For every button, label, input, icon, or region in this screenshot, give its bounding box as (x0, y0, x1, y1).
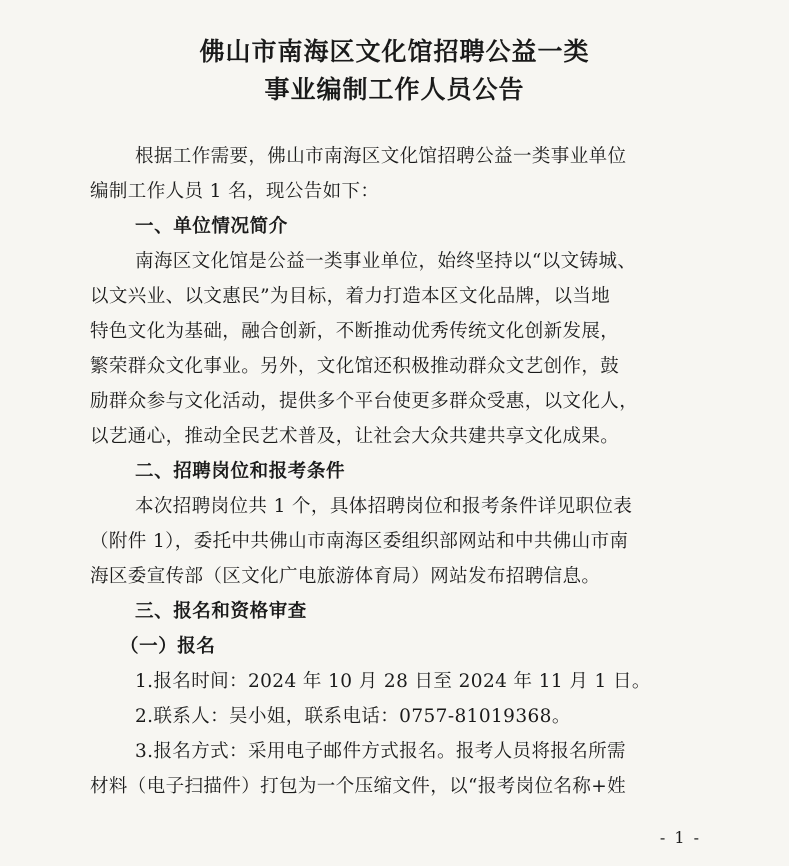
section-3-heading: 三、报名和资格审查 (135, 601, 307, 622)
title-line-1: 佛山市南海区文化馆招聘公益一类 (199, 37, 590, 66)
title-line-2: 事业编制工作人员公告 (264, 75, 525, 104)
list-item: 材料（电子扫描件）打包为一个压缩文件，以“报考岗位名称+姓 (90, 776, 627, 797)
list-item: 3.报名方式：采用电子邮件方式报名。报考人员将报名所需 (135, 741, 626, 762)
paragraph-line: 以文兴业、以文惠民”为目标，着力打造本区文化品牌，以当地 (90, 286, 611, 307)
paragraph-line: 以艺通心，推动全民艺术普及，让社会大众共建共享文化成果。 (90, 426, 620, 447)
paragraph-line: 本次招聘岗位共 1 个，具体招聘岗位和报考条件详见职位表 (135, 496, 633, 517)
intro-line-2: 编制工作人员 1 名，现公告如下： (90, 181, 380, 202)
paragraph-line: 海区委宣传部（区文化广电旅游体育局）网站发布招聘信息。 (90, 566, 601, 587)
paragraph-line: 励群众参与文化活动，提供多个平台使更多群众受惠，以文化人， (90, 391, 639, 412)
paragraph-line: （附件 1），委托中共佛山市南海区委组织部网站和中共佛山市南 (90, 531, 629, 552)
page-number: - 1 - (659, 828, 701, 847)
paragraph-line: 特色文化为基础，融合创新，不断推动优秀传统文化创新发展， (90, 321, 620, 342)
paragraph-line: 繁荣群众文化事业。另外，文化馆还积极推动群众文艺创作，鼓 (90, 356, 620, 377)
list-item: 2.联系人：吴小姐，联系电话：0757-81019368。 (135, 706, 571, 727)
section-2-heading: 二、招聘岗位和报考条件 (135, 461, 346, 482)
list-item: 1.报名时间：2024 年 10 月 28 日至 2024 年 11 月 1 日。 (135, 671, 651, 692)
intro-line-1: 根据工作需要，佛山市南海区文化馆招聘公益一类事业单位 (135, 146, 627, 167)
section-3-subheading: （一）报名 (120, 636, 216, 657)
paragraph-line: 南海区文化馆是公益一类事业单位，始终坚持以“以文铸城、 (135, 251, 637, 272)
section-1-heading: 一、单位情况简介 (135, 216, 288, 237)
